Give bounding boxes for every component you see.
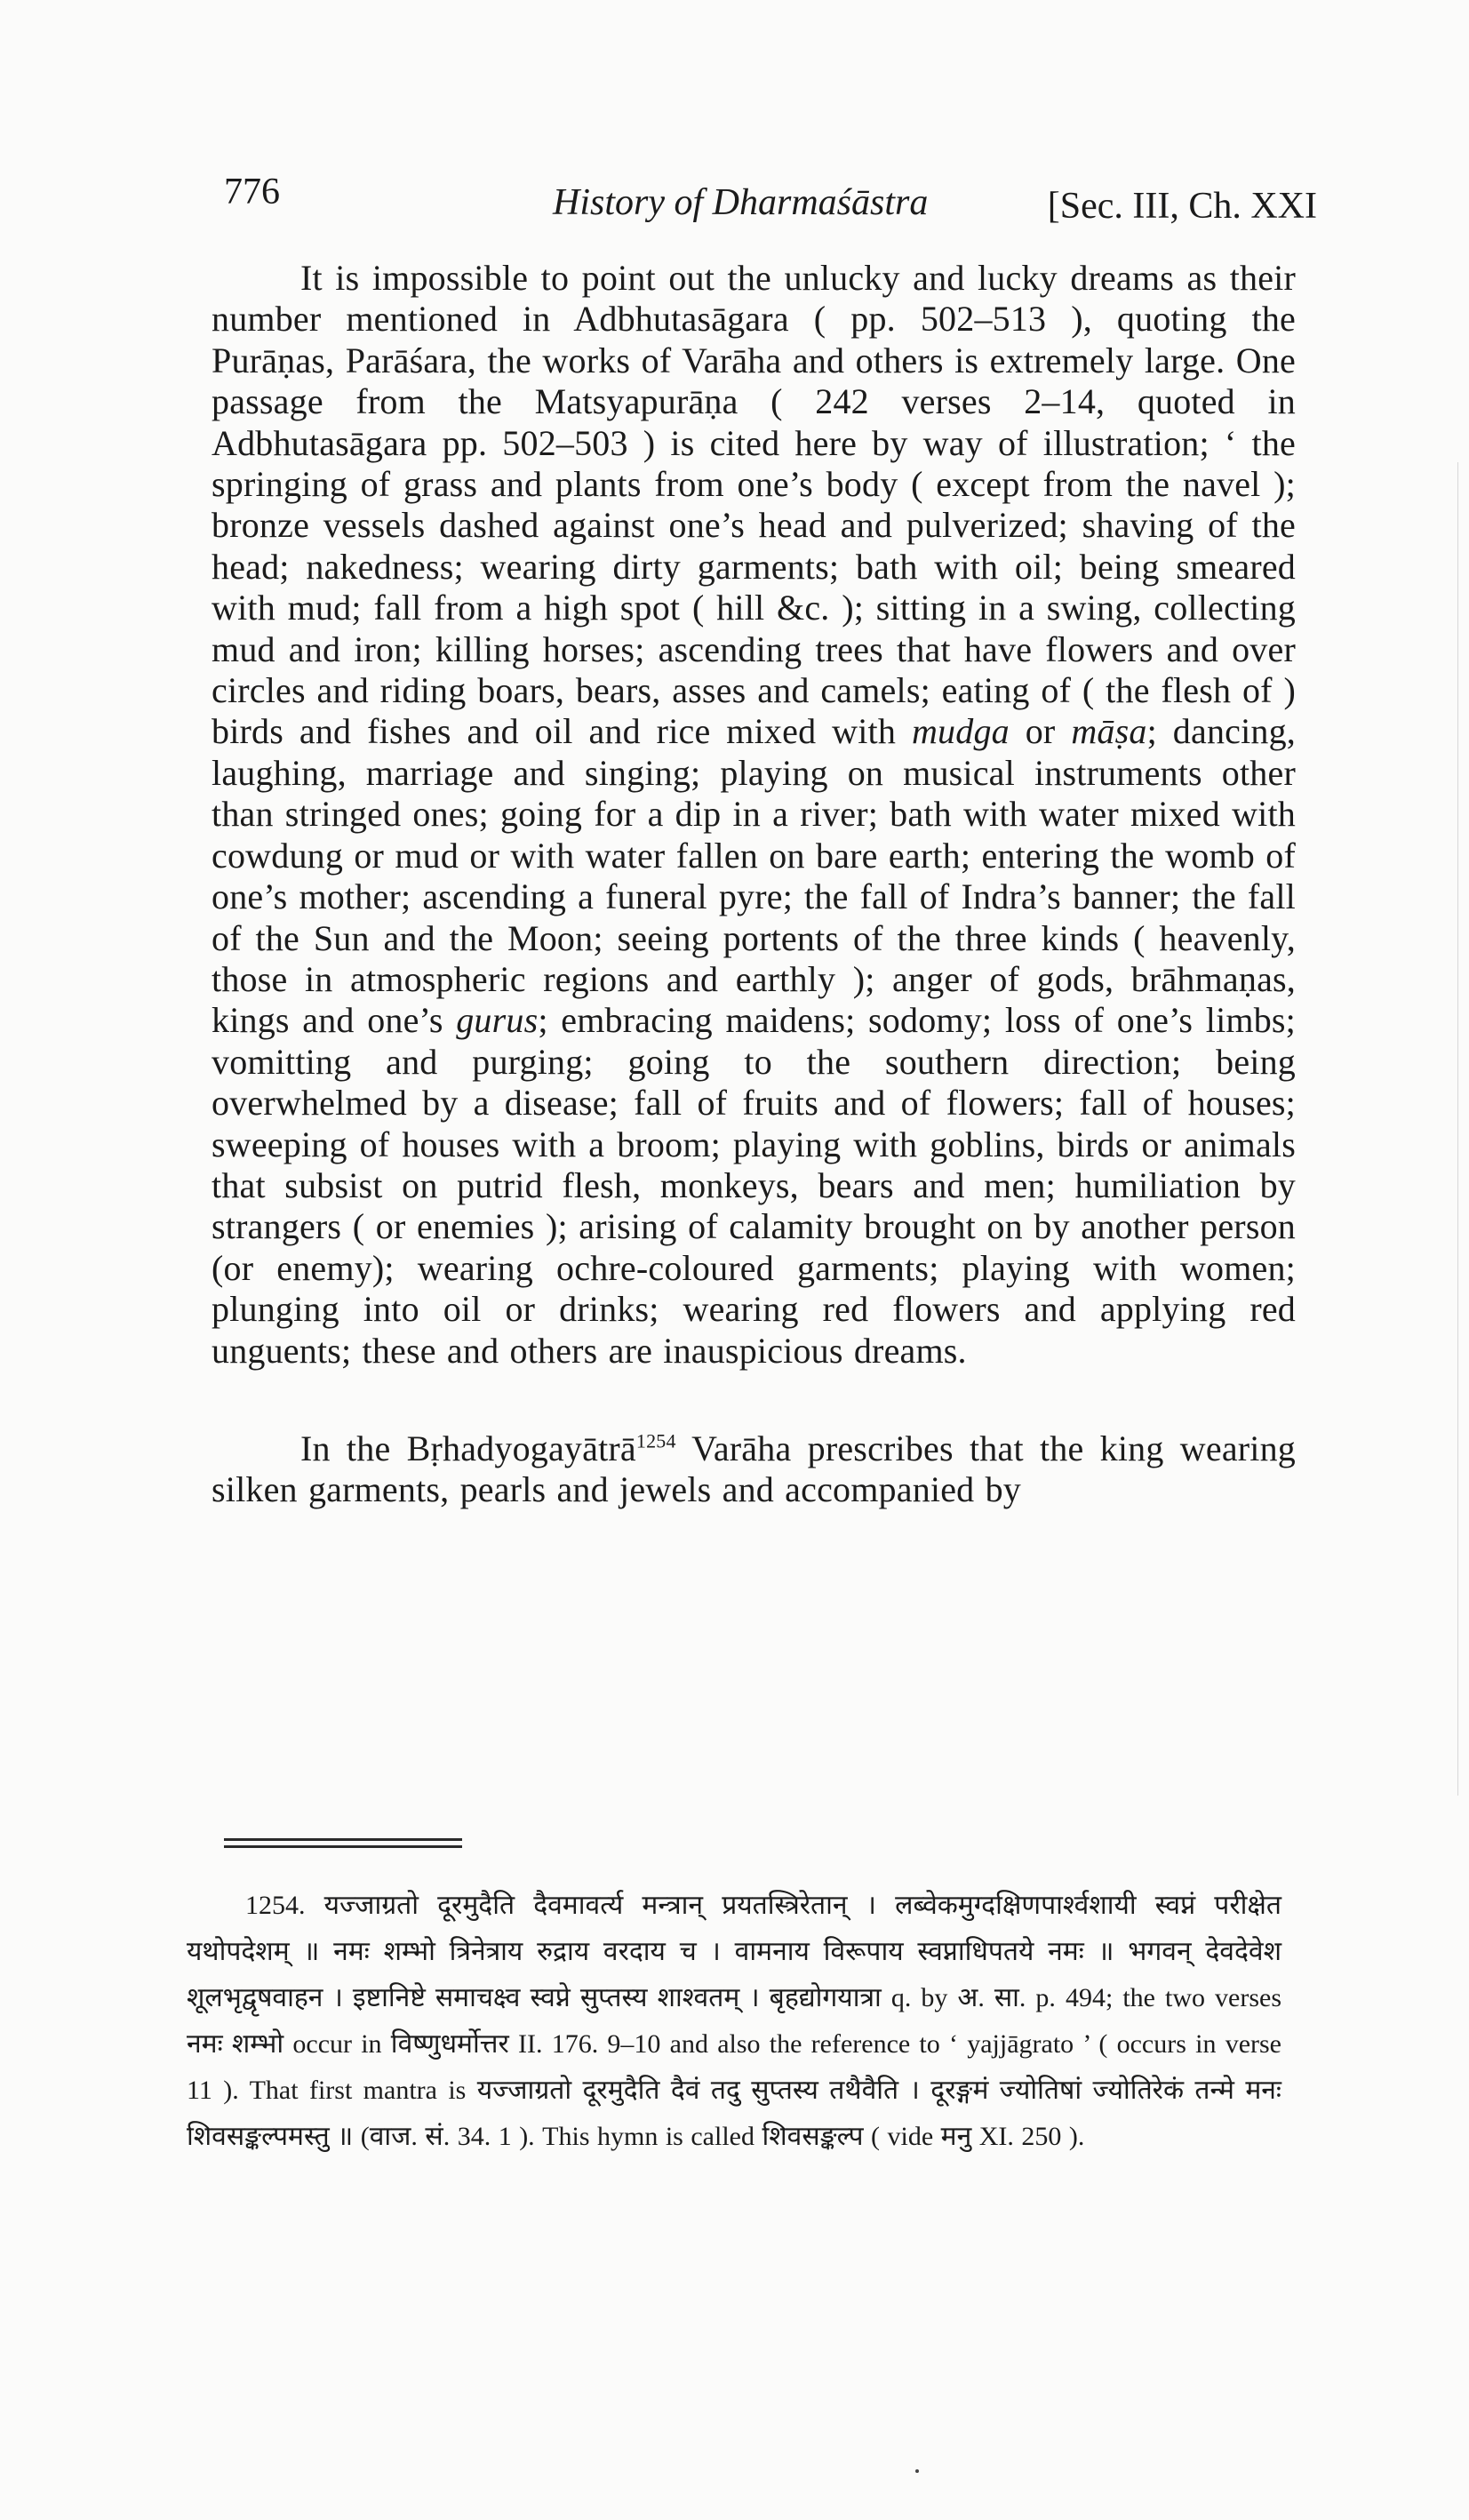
footnote-text: यज्जाग्रतो दूरमुदैति दैवमावर्त्य मन्त्रान् प्रयतस्त्रिरेतान् । लब्वेकमुग्दक्षिणपार्श्वशायी स्वप्नं परीक्षेत यथोपदेशम् ॥ नमः शम्भो त्रिनेत्राय रुद्राय वरदाय च । वामनाय विरूपाय स्वप्नाधिपतये नमः ॥ भगवन् देवदेवेश शूलभृद्वृषवाहन । इष्टानिष्टे समाचक्ष्व स्वप्ने सुप्तस्य शाश्वतम् । बृहद्योगयात्रा q. by अ. सा. p. 494; the two verses नमः शम्भो occur in विष्णुधर्मोत्तर II. 176. 9–10 and also the reference to ‘ yajjāgrato ’ ( occurs in verse 11 ). That first mantra is यज्जाग्रतो दूरमुदैति दैवं तदु सुप्तस्य तथैवैति । दूरङ्गमं ज्योतिषां ज्योतिरेकं तन्मे मनः शिवसङ्कल्पमस्तु ॥ (वाज. सं. 34. 1 ). This hymn is called शिवसङ्कल्प ( vide मनु XI. 250 ). [187,1891,1281,2151]
paragraph-yogayatra [212,1428,1296,1511]
section-reference: [Sec. III, Ch. XXI [1047,186,1317,227]
paragraph-text: In the Bṛhadyogayātrā [300,1428,636,1468]
paragraph-text: Varāha prescribes that the king wearing silken garments, pearls and jewels and accompanied by [212,1428,1297,1510]
page-header [224,171,1317,233]
scan-speck [915,2469,919,2473]
footnote-marker: 1254 [635,1429,676,1452]
running-title: History of Dharmaśāstra [553,182,929,223]
term-masa: māṣa [1071,711,1147,752]
footnote-number: 1254. [245,1891,306,1920]
term-gurus: gurus [456,1000,539,1041]
paragraph-text: ; dancing, laughing, marriage and singing; playing on musical instruments other than stringed ones; going for a dip in a river; bath with water mixed with cowdung or mud or with water fallen on bare earth; entering the womb of one’s mother; ascending a funeral pyre; the fall of Indra’s banner; the fall of the Sun and the Moon; seeing portents of the three kinds ( heavenly, those in atmospheric regions and earthly ); anger of gods, brāhmaṇas, kings and one’s [212,711,1297,1041]
paragraph-text: It is impossible to point out the unlucky and lucky dreams as their number mentioned in Adbhutasāgara ( pp. 502–513 ), quoting the Purāṇas, Parāśara, the works of Varāha and others is extremely large. One passage from the Matsyapurāṇa ( 242 verses 2–14, quoted in Adbhutasāgara pp. 502–503 ) is cited here by way of illustration; ‘ the springing of grass and plants from one’s body ( except from the navel ); bronze vessels dashed against one’s head and pulverized; shaving of the head; nakedness; wearing dirty garments; bath with oil; being smeared with mud; fall from a high spot ( hill &c. ); sitting in a swing, collecting mud and iron; killing horses; ascending trees that have flowers and over circles and riding boars, bears, asses and camels; eating of ( the flesh of ) birds and fishes and oil and rice mixed with [212,258,1296,752]
conjunction-text: or [1009,711,1072,752]
term-mudga: mudga [911,711,1010,752]
scan-margin-line [1457,462,1458,1796]
paragraph-text: ; embracing maidens; sodomy; loss of one’s limbs; vomitting and purging; going to the southern direction; being overwhelmed by a disease; fall of fruits and of flowers; fall of houses; sweeping of houses with a broom; playing with goblins, birds or animals that subsist on putrid flesh, monkeys, bears and men; humiliation by strangers ( or enemies ); arising of calamity brought on by another person (or enemy); wearing ochre-coloured garments; playing with women; plunging into oil or drinks; wearing red flowers and applying red unguents; these and others are inauspicious dreams. [212,1000,1296,1371]
footnote-1254 [187,1883,1281,2160]
body-text [212,258,1296,1511]
page-number: 776 [224,172,280,212]
paragraph-dreams [212,258,1296,1372]
footnote-separator [224,1838,462,1852]
